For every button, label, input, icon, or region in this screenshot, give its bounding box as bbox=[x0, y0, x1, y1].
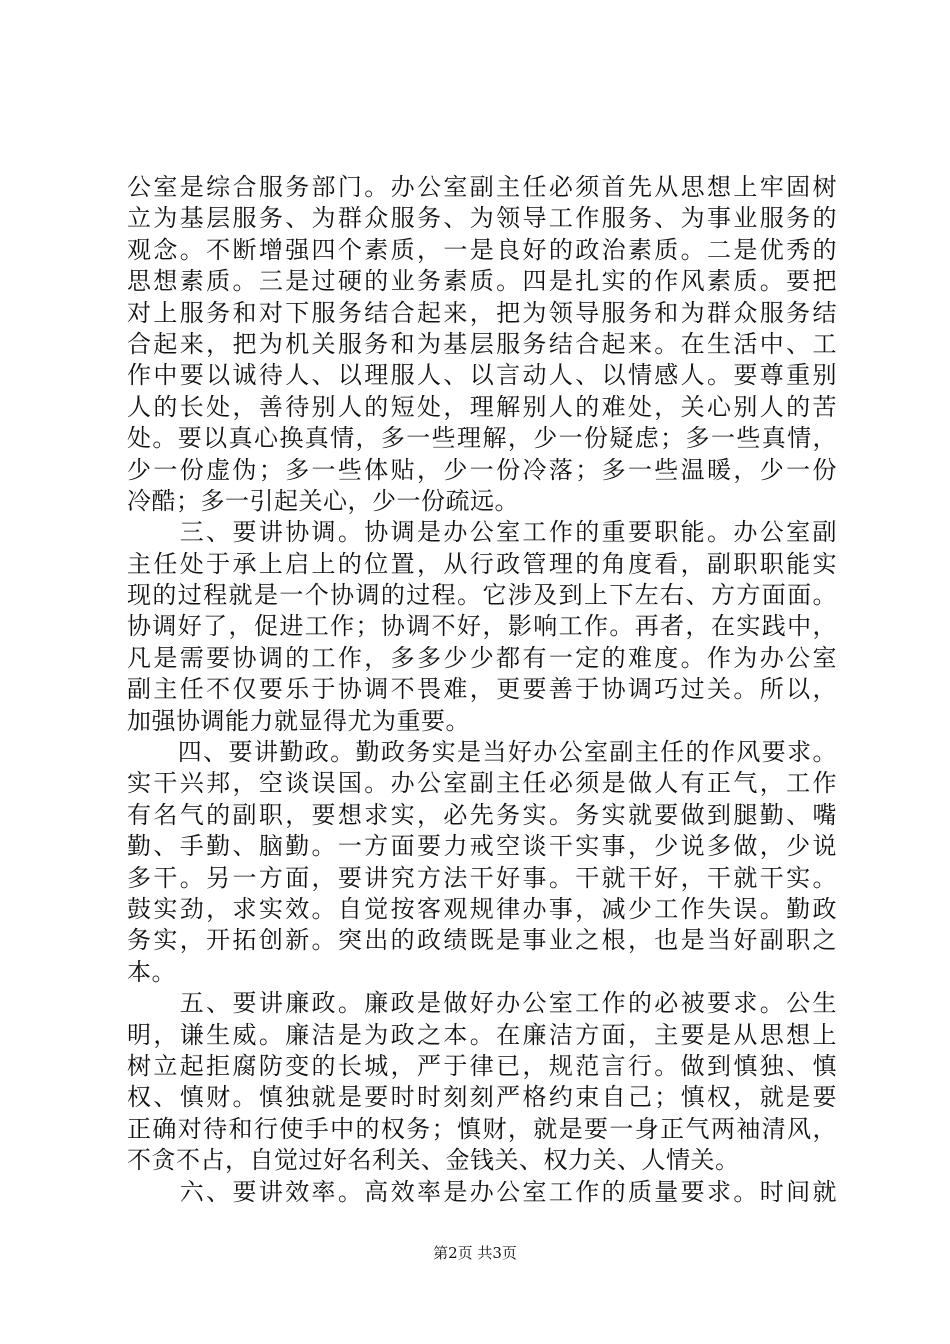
text-line: 鼓实劲，求实效。自觉按客观规律办事，减少工作失误。勤政 bbox=[127, 894, 837, 923]
text-line: 权、慎财。慎独就是要时时刻刻严格约束自己；慎权，就是要 bbox=[127, 1083, 837, 1112]
text-line: 明，谦生威。廉洁是为政之本。在廉洁方面，主要是从思想上 bbox=[127, 1020, 837, 1049]
text-line: 公室是综合服务部门。办公室副主任必须首先从思想上牢固树 bbox=[127, 173, 837, 201]
text-line: 正确对待和行使手中的权务；慎财，就是要一身正气两袖清风， bbox=[127, 1114, 837, 1143]
text-line: 五、要讲廉政。廉政是做好办公室工作的必被要求。公生 bbox=[127, 989, 837, 1018]
text-line: 处。要以真心换真情，多一些理解，少一份疑虑；多一些真情， bbox=[127, 424, 837, 453]
text-line: 现的过程就是一个协调的过程。它涉及到上下左右、方方面面。 bbox=[127, 581, 837, 610]
text-line: 观念。不断增强四个素质，一是良好的政治素质。二是优秀的 bbox=[127, 235, 837, 264]
text-line: 三、要讲协调。协调是办公室工作的重要职能。办公室副 bbox=[127, 518, 837, 547]
text-line: 思想素质。三是过硬的业务素质。四是扎实的作风素质。要把 bbox=[127, 267, 837, 296]
text-line: 作中要以诚待人、以理服人、以言动人、以情感人。要尊重别 bbox=[127, 361, 837, 390]
text-line: 树立起拒腐防变的长城，严于律已，规范言行。做到慎独、慎 bbox=[127, 1051, 837, 1080]
text-line: 勤、手勤、脑勤。一方面要力戒空谈干实事，少说多做，少说 bbox=[127, 832, 837, 861]
text-line: 实干兴邦，空谈误国。办公室副主任必须是做人有正气，工作 bbox=[127, 769, 837, 798]
text-line: 凡是需要协调的工作，多多少少都有一定的难度。作为办公室 bbox=[127, 643, 837, 672]
text-line: 副主任不仅要乐于协调不畏难，更要善于协调巧过关。所以， bbox=[127, 675, 837, 704]
text-line: 多干。另一方面，要讲究方法干好事。干就干好，干就干实。 bbox=[127, 863, 837, 892]
text-line: 本。 bbox=[127, 957, 176, 986]
text-line: 合起来，把为机关服务和为基层服务结合起来。在生活中、工 bbox=[127, 329, 837, 358]
text-line: 不贪不占，自觉过好名利关、金钱关、权力关、人情关。 bbox=[127, 1146, 740, 1175]
page-footer: 第2页 共3页 bbox=[433, 1244, 517, 1262]
text-line: 六、要讲效率。高效率是办公室工作的质量要求。时间就 bbox=[127, 1177, 837, 1206]
body-text bbox=[127, 172, 837, 1208]
text-line: 少一份虚伪；多一些体贴，少一份冷落；多一些温暖，少一份 bbox=[127, 455, 837, 484]
text-line: 立为基层服务、为群众服务、为领导工作服务、为事业服务的 bbox=[127, 204, 837, 233]
text-line: 主任处于承上启上的位置，从行政管理的角度看，副职职能实 bbox=[127, 549, 837, 578]
text-line: 人的长处，善待别人的短处，理解别人的难处，关心别人的苦 bbox=[127, 392, 837, 421]
text-line: 加强协调能力就显得尤为重要。 bbox=[127, 706, 470, 735]
text-line: 四、要讲勤政。勤政务实是当好办公室副主任的作风要求。 bbox=[127, 738, 837, 767]
text-line: 协调好了，促进工作；协调不好，影响工作。再者，在实践中， bbox=[127, 612, 837, 641]
text-line: 有名气的副职，要想求实，必先务实。务实就要做到腿勤、嘴 bbox=[127, 800, 837, 829]
text-line: 务实，开拓创新。突出的政绩既是事业之根，也是当好副职之 bbox=[127, 926, 837, 955]
text-line: 冷酷；多一引起关心，少一份疏远。 bbox=[127, 486, 519, 515]
text-line: 对上服务和对下服务结合起来，把为领导服务和为群众服务结 bbox=[127, 298, 837, 327]
